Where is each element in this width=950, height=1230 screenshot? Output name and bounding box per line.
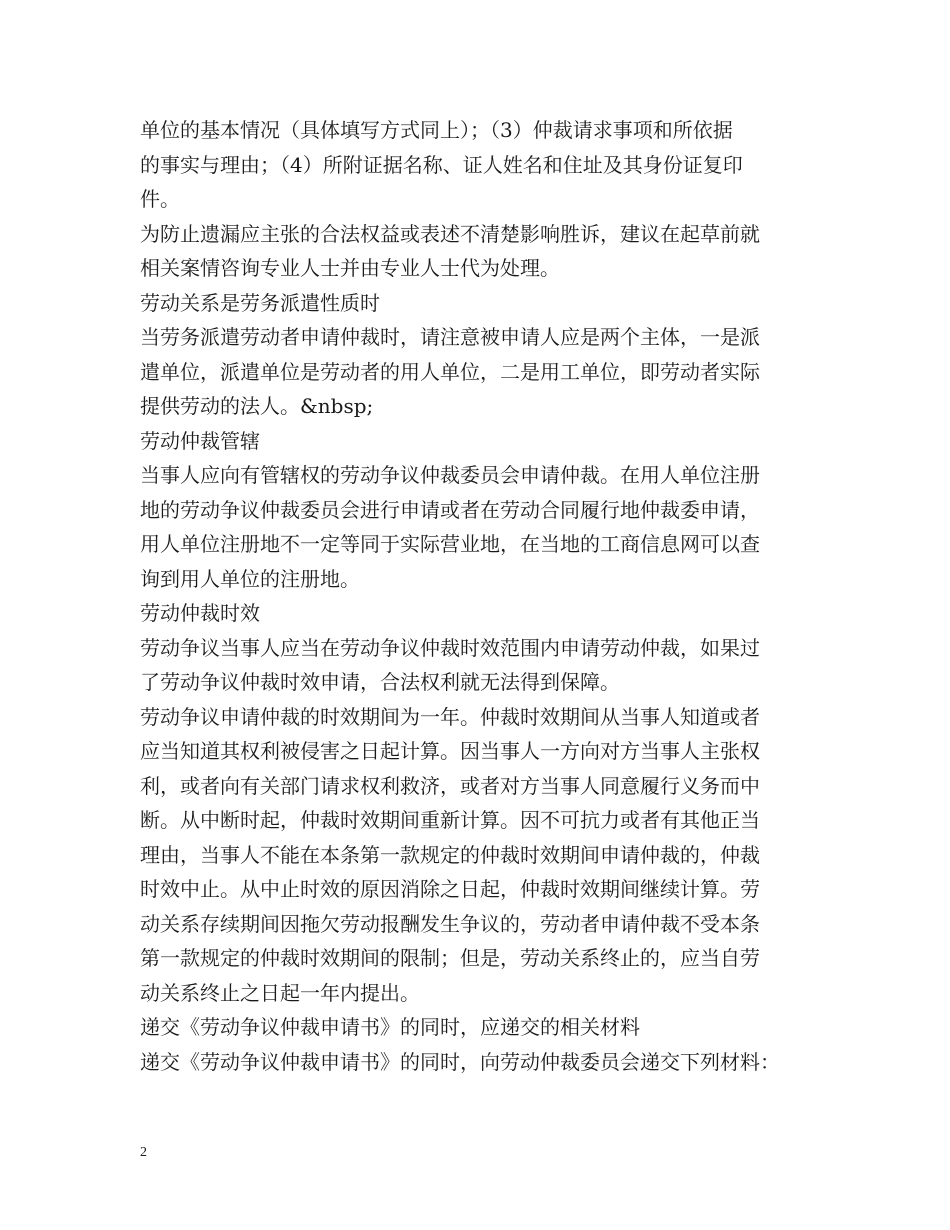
- text-line: 单位的基本情况（具体填写方式同上）；（3）仲裁请求事项和所依据: [140, 118, 733, 142]
- text-line: 动关系存续期间因拖欠劳动报酬发生争议的，劳动者申请仲裁不受本条: [140, 911, 760, 936]
- text-line: 为防止遗漏应主张的合法权益或表述不清楚影响胜诉，建议在起草前就: [140, 221, 760, 246]
- text-line: 件。: [140, 187, 180, 211]
- text-line: 提供劳动的法人。&nbsp;: [140, 394, 374, 418]
- section-heading: 劳动仲裁时效: [140, 601, 260, 625]
- section-heading: 劳动关系是劳务派遣性质时: [140, 290, 380, 315]
- section-heading: 劳动仲裁管辖: [140, 428, 260, 453]
- text-line: 第一款规定的仲裁时效期间的限制；但是，劳动关系终止的，应当自劳: [140, 946, 760, 970]
- text-line: 的事实与理由；（4）所附证据名称、证人姓名和住址及其身份证复印: [140, 152, 743, 177]
- text-line: 当劳务派遣劳动者申请仲裁时，请注意被申请人应是两个主体，一是派: [140, 325, 760, 349]
- text-line: 地的劳动争议仲裁委员会进行申请或者在劳动合同履行地仲裁委申请，: [140, 497, 760, 522]
- document-body: [140, 113, 830, 1079]
- text-line: 当事人应向有管辖权的劳动争议仲裁委员会申请仲裁。在用人单位注册: [140, 463, 760, 487]
- text-line: 劳动争议申请仲裁的时效期间为一年。仲裁时效期间从当事人知道或者: [140, 704, 760, 729]
- page-number: 2: [140, 1145, 147, 1160]
- text-line: 利，或者向有关部门请求权利救济，或者对方当事人同意履行义务而中: [140, 773, 760, 798]
- text-line: 用人单位注册地不一定等同于实际营业地，在当地的工商信息网可以查: [140, 532, 760, 556]
- text-line: 询到用人单位的注册地。: [140, 566, 360, 591]
- text-line: 理由，当事人不能在本条第一款规定的仲裁时效期间申请仲裁的，仲裁: [140, 842, 760, 867]
- text-line: 劳动争议当事人应当在劳动争议仲裁时效范围内申请劳动仲裁，如果过: [140, 635, 760, 660]
- text-line: 动关系终止之日起一年内提出。: [140, 980, 420, 1005]
- text-line: 遣单位，派遣单位是劳动者的用人单位，二是用工单位，即劳动者实际: [140, 359, 760, 384]
- text-line: 相关案情咨询专业人士并由专业人士代为处理。: [140, 256, 560, 280]
- text-line: 递交《劳动争议仲裁申请书》的同时，向劳动仲裁委员会递交下列材料：: [140, 1049, 780, 1074]
- text-line: 断。从中断时起，仲裁时效期间重新计算。因不可抗力或者有其他正当: [140, 808, 760, 832]
- section-heading: 递交《劳动争议仲裁申请书》的同时，应递交的相关材料: [140, 1015, 640, 1039]
- text-line: 应当知道其权利被侵害之日起计算。因当事人一方向对方当事人主张权: [140, 739, 760, 763]
- text-line: 时效中止。从中止时效的原因消除之日起，仲裁时效期间继续计算。劳: [140, 877, 760, 901]
- text-line: 了劳动争议仲裁时效申请，合法权利就无法得到保障。: [140, 670, 620, 694]
